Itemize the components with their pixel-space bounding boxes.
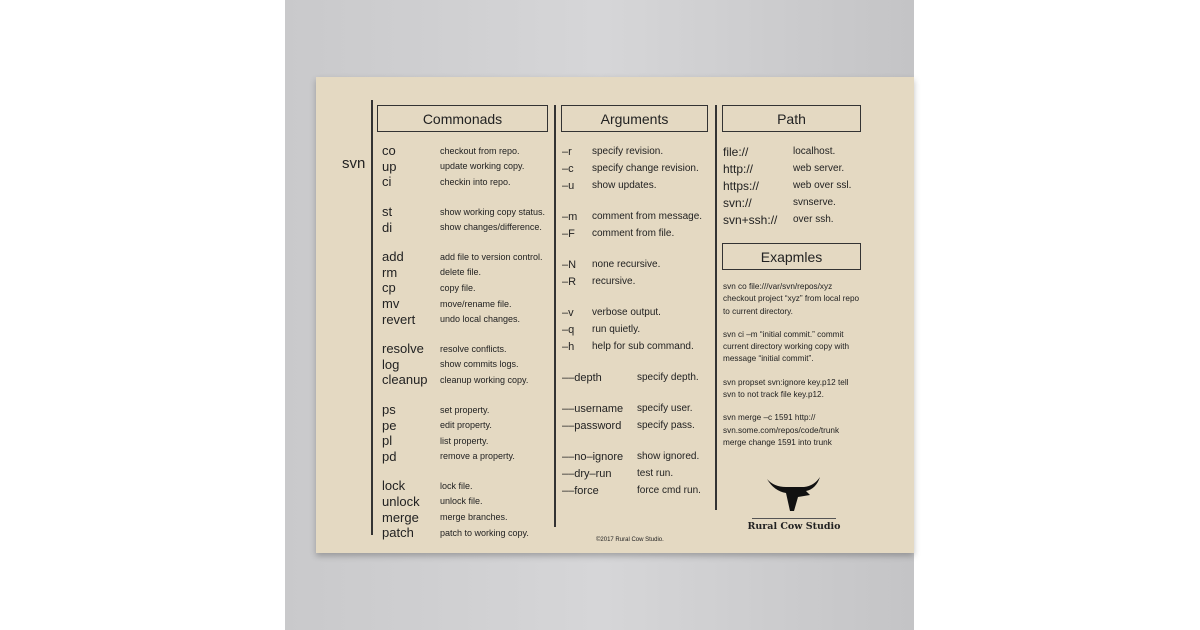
spacer bbox=[382, 464, 545, 478]
arg-key: –h bbox=[562, 340, 575, 353]
arg-description: recursive. bbox=[592, 276, 636, 287]
cmd-key: di bbox=[382, 219, 393, 235]
arg-row bbox=[562, 369, 702, 386]
path-row bbox=[723, 194, 851, 211]
cow-head-icon bbox=[764, 475, 824, 513]
spacer bbox=[562, 242, 702, 256]
cmd-description: set property. bbox=[440, 404, 490, 415]
arg-description: specify revision. bbox=[592, 146, 664, 157]
cmd-key: rm bbox=[382, 264, 398, 280]
example-item: svn co file:///var/svn/repos/xyz checkout project “xyz” from local repo to current directory. bbox=[723, 282, 860, 316]
cmd-row bbox=[382, 311, 545, 327]
arg-row bbox=[562, 208, 702, 225]
arg-row bbox=[562, 225, 702, 242]
arg-description: verbose output. bbox=[592, 307, 661, 318]
cmd-key: cleanup bbox=[382, 372, 428, 388]
commands-list bbox=[382, 143, 545, 540]
cmd-description: list property. bbox=[440, 435, 489, 446]
cmd-description: add file to version control. bbox=[440, 251, 543, 262]
arg-row bbox=[562, 321, 702, 338]
arg-description: comment from message. bbox=[592, 211, 703, 222]
arg-key: –r bbox=[562, 145, 572, 158]
cmd-description: show changes/difference. bbox=[440, 222, 542, 233]
cmd-key: add bbox=[382, 249, 404, 265]
cmd-row bbox=[382, 494, 545, 510]
cmd-key: up bbox=[382, 158, 397, 174]
path-description: web over ssl. bbox=[793, 180, 852, 191]
cmd-description: checkin into repo. bbox=[440, 176, 511, 187]
arg-description: show ignored. bbox=[637, 451, 700, 462]
example-item: svn propset svn:ignore key.p12 tell svn to not track file key.p12. bbox=[723, 377, 849, 400]
examples-list bbox=[723, 281, 863, 460]
divider bbox=[371, 100, 373, 535]
cmd-row bbox=[382, 478, 545, 494]
cmd-description: edit property. bbox=[440, 420, 492, 431]
arg-key: –q bbox=[562, 323, 575, 336]
examples-header: Exapmles bbox=[722, 243, 861, 270]
arg-description: show updates. bbox=[592, 180, 657, 191]
arg-row bbox=[562, 177, 702, 194]
cmd-row bbox=[382, 296, 545, 312]
arg-row bbox=[562, 338, 702, 355]
cmd-row bbox=[382, 204, 545, 220]
arg-description: specify pass. bbox=[637, 420, 695, 431]
cmd-description: lock file. bbox=[440, 480, 473, 491]
cmd-description: resolve conflicts. bbox=[440, 343, 507, 354]
path-scheme: file:// bbox=[723, 144, 749, 159]
cmd-row bbox=[382, 219, 545, 235]
spacer bbox=[382, 190, 545, 204]
cmd-description: merge branches. bbox=[440, 512, 508, 523]
path-header: Path bbox=[722, 105, 861, 132]
arg-key: –v bbox=[562, 306, 574, 319]
arg-key: –R bbox=[562, 275, 577, 288]
path-scheme: svn:// bbox=[723, 195, 752, 210]
divider bbox=[715, 105, 717, 510]
spacer bbox=[562, 290, 702, 304]
arg-row bbox=[562, 400, 702, 417]
spacer bbox=[562, 194, 702, 208]
arg-description: help for sub command. bbox=[592, 341, 694, 352]
arg-row bbox=[562, 160, 702, 177]
arg-description: run quietly. bbox=[592, 324, 641, 335]
arg-key: –N bbox=[562, 258, 577, 271]
cmd-key: mv bbox=[382, 296, 400, 312]
path-description: svnserve. bbox=[793, 197, 836, 208]
arg-description: specify depth. bbox=[637, 372, 699, 383]
cmd-description: unlock file. bbox=[440, 496, 483, 507]
cmd-key: pd bbox=[382, 448, 397, 464]
brand-logo bbox=[744, 475, 844, 532]
spacer bbox=[382, 388, 545, 402]
arg-key: –c bbox=[562, 162, 574, 175]
spacer bbox=[562, 355, 702, 369]
arg-key: ––dry–run bbox=[562, 467, 612, 480]
arg-key: ––force bbox=[562, 484, 599, 497]
path-description: web server. bbox=[793, 163, 845, 174]
cmd-key: ci bbox=[382, 174, 392, 190]
cmd-key: st bbox=[382, 204, 393, 220]
cmd-description: cleanup working copy. bbox=[440, 374, 529, 385]
arguments-list bbox=[562, 143, 702, 499]
paths-list bbox=[723, 143, 851, 228]
cmd-row bbox=[382, 417, 545, 433]
arg-row bbox=[562, 273, 702, 290]
arg-description: comment from file. bbox=[592, 228, 675, 239]
arg-key: –m bbox=[562, 210, 578, 223]
cmd-row bbox=[382, 249, 545, 265]
cmd-description: undo local changes. bbox=[440, 314, 521, 325]
cmd-row bbox=[382, 357, 545, 373]
divider bbox=[554, 105, 556, 527]
arg-description: specify change revision. bbox=[592, 163, 699, 174]
brand-name: Rural Cow Studio bbox=[747, 521, 841, 532]
arg-row bbox=[562, 256, 702, 273]
cmd-row bbox=[382, 509, 545, 525]
cmd-row bbox=[382, 449, 545, 465]
arg-key: ––depth bbox=[562, 371, 602, 384]
copyright: ©2017 Rural Cow Studio. bbox=[596, 537, 664, 543]
spacer bbox=[562, 386, 702, 400]
cmd-description: copy file. bbox=[440, 282, 476, 293]
example-item: svn ci –m “initial commit.” commit current directory working copy with message “initial commit”. bbox=[723, 329, 850, 364]
arg-row bbox=[562, 448, 702, 465]
arg-row bbox=[562, 143, 702, 160]
arg-key: ––no–ignore bbox=[562, 450, 624, 463]
arg-description: test run. bbox=[637, 468, 674, 479]
path-row bbox=[723, 177, 851, 194]
arguments-header: Arguments bbox=[561, 105, 708, 132]
cmd-key: pe bbox=[382, 417, 397, 433]
path-scheme: svn+ssh:// bbox=[723, 212, 778, 227]
svn-cheatsheet-poster bbox=[316, 77, 914, 553]
cmd-description: show working copy status. bbox=[440, 206, 546, 217]
cmd-row bbox=[382, 280, 545, 296]
cmd-key: co bbox=[382, 143, 396, 159]
path-row bbox=[723, 160, 851, 177]
path-description: localhost. bbox=[793, 146, 836, 157]
arg-row bbox=[562, 417, 702, 434]
cmd-row bbox=[382, 159, 545, 175]
arg-row bbox=[562, 482, 702, 499]
spacer bbox=[562, 434, 702, 448]
cmd-description: move/rename file. bbox=[440, 298, 512, 309]
cmd-row bbox=[382, 402, 545, 418]
path-row bbox=[723, 211, 851, 228]
cmd-row bbox=[382, 372, 545, 388]
spacer bbox=[382, 327, 545, 341]
cmd-row bbox=[382, 525, 545, 541]
arg-description: specify user. bbox=[637, 403, 693, 414]
arg-key: ––username bbox=[562, 402, 624, 415]
cmd-row bbox=[382, 433, 545, 449]
arg-row bbox=[562, 465, 702, 482]
arg-key: ––password bbox=[562, 419, 622, 432]
cmd-row bbox=[382, 341, 545, 357]
cmd-key: merge bbox=[382, 509, 419, 525]
path-row bbox=[723, 143, 851, 160]
cmd-key: lock bbox=[382, 478, 406, 494]
cmd-key: unlock bbox=[382, 493, 420, 509]
root-label: svn bbox=[342, 155, 366, 172]
cmd-description: show commits logs. bbox=[440, 359, 519, 370]
cmd-key: revert bbox=[382, 311, 416, 327]
cmd-key: resolve bbox=[382, 341, 424, 357]
arg-key: –u bbox=[562, 179, 575, 192]
arg-description: force cmd run. bbox=[637, 485, 701, 496]
cmd-description: remove a property. bbox=[440, 451, 515, 462]
spacer bbox=[382, 235, 545, 249]
arg-description: none recursive. bbox=[592, 259, 661, 270]
cmd-description: patch to working copy. bbox=[440, 527, 529, 538]
cmd-description: checkout from repo. bbox=[440, 145, 520, 156]
cmd-key: log bbox=[382, 356, 400, 372]
cmd-key: patch bbox=[382, 525, 414, 541]
cmd-key: cp bbox=[382, 280, 396, 296]
arg-row bbox=[562, 304, 702, 321]
cmd-key: ps bbox=[382, 402, 396, 418]
cmd-row bbox=[382, 143, 545, 159]
path-description: over ssh. bbox=[793, 214, 834, 225]
cmd-description: delete file. bbox=[440, 267, 482, 278]
commands-header: Commonads bbox=[377, 105, 548, 132]
example-item: svn merge –c 1591 http:// svn.some.com/repos/code/trunk merge change 1591 into trunk bbox=[723, 413, 840, 447]
arg-key: –F bbox=[562, 227, 575, 240]
cmd-key: pl bbox=[382, 433, 393, 449]
path-scheme: http:// bbox=[723, 161, 754, 176]
path-scheme: https:// bbox=[723, 178, 760, 193]
cmd-row bbox=[382, 265, 545, 281]
cmd-description: update working copy. bbox=[440, 161, 525, 172]
cmd-row bbox=[382, 174, 545, 190]
